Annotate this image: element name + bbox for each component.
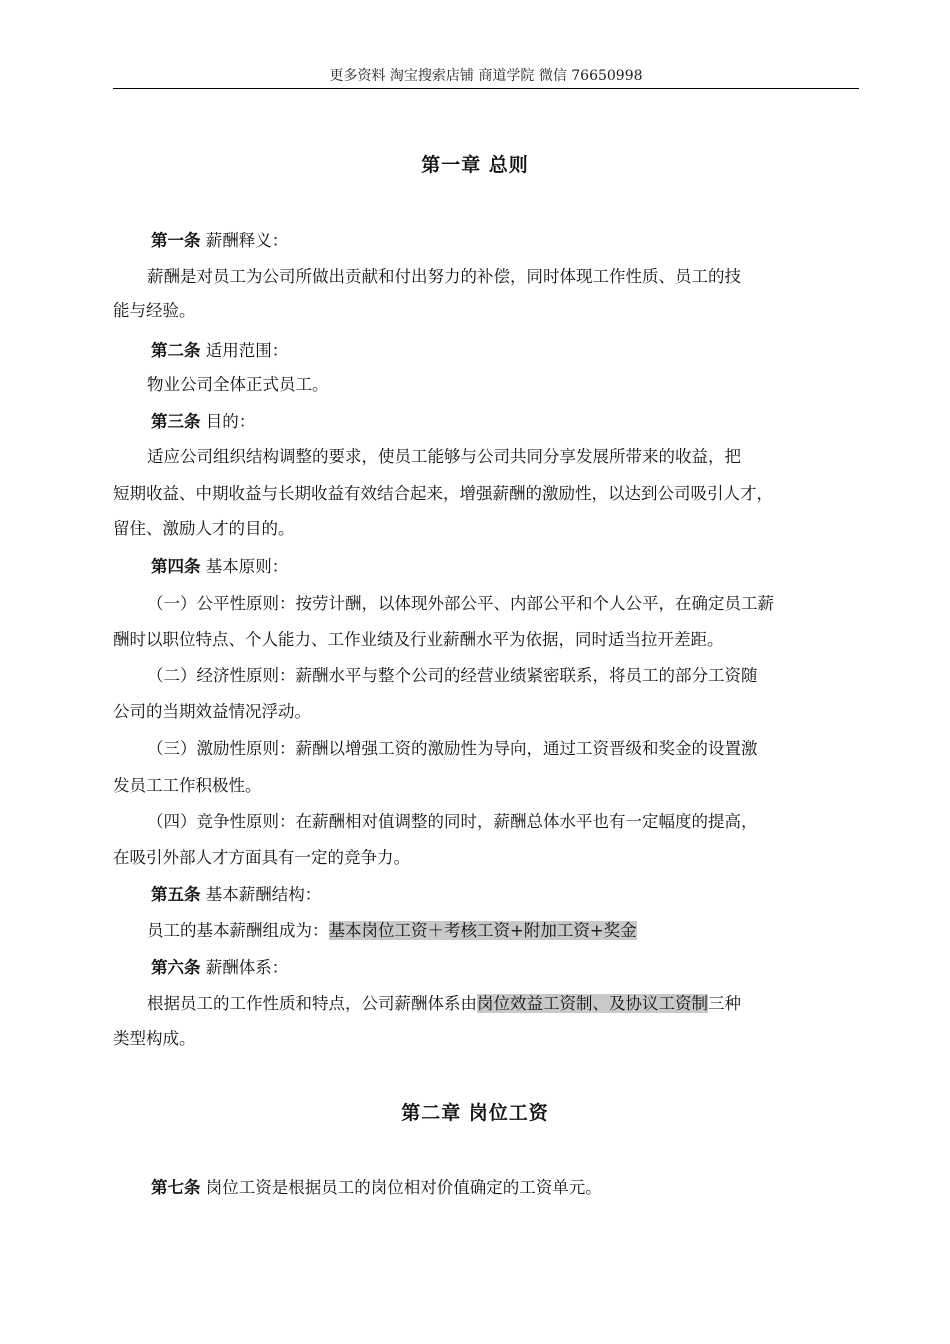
article-7-label: 第七条 [151, 1178, 201, 1197]
article-4-heading [113, 555, 891, 579]
article-1-text-line-2: 能与经验。 [113, 301, 196, 320]
page-header: 更多资料 淘宝搜索店铺 商道学院 微信 76650998 [113, 66, 859, 89]
article-6-suffix: 三种 [708, 994, 741, 1013]
article-2-heading [113, 339, 891, 363]
article-1-heading [113, 229, 891, 253]
article-6-text-line-1 [113, 992, 887, 1016]
article-5-label: 第五条 [151, 885, 201, 904]
article-7-text: 岗位工资是根据员工的岗位相对价值确定的工资单元。 [200, 1178, 602, 1197]
article-5-highlight: 基本岗位工资＋考核工资+附加工资+奖金 [328, 921, 637, 940]
article-6-text-line-2: 类型构成。 [113, 1029, 196, 1048]
article-1-title: 薪酬释义： [200, 231, 289, 250]
article-4-item-3-line-2: 发员工工作积极性。 [113, 776, 262, 795]
article-6-prefix: 根据员工的工作性质和特点，公司薪酬体系由 [147, 994, 477, 1013]
article-5-heading [113, 883, 891, 907]
article-3-title: 目的： [200, 412, 256, 431]
article-6-title: 薪酬体系： [200, 958, 289, 977]
article-1-text-line-1: 薪酬是对员工为公司所做出贡献和付出努力的补偿，同时体现工作性质、员工的技 [147, 267, 741, 286]
article-4-item-2-line-1: （二）经济性原则：薪酬水平与整个公司的经营业绩紧密联系，将员工的部分工资随 [147, 666, 758, 685]
article-5-prefix: 员工的基本薪酬组成为： [147, 921, 329, 940]
article-4-item-1-line-1: （一）公平性原则：按劳计酬，以体现外部公平、内部公平和个人公平，在确定员工薪 [147, 594, 774, 613]
article-6-highlight: 岗位效益工资制、及协议工资制 [477, 994, 708, 1013]
article-3-text-line-1: 适应公司组织结构调整的要求，使员工能够与公司共同分享发展所带来的收益，把 [147, 447, 741, 466]
chapter-1-title: 第一章 总则 [421, 154, 529, 176]
article-1-label: 第一条 [151, 231, 201, 250]
article-4-item-4-line-1: （四）竞争性原则：在薪酬相对值调整的同时，薪酬总体水平也有一定幅度的提高， [147, 812, 758, 831]
article-5-title: 基本薪酬结构： [200, 885, 322, 904]
article-6-label: 第六条 [151, 958, 201, 977]
article-7-heading [113, 1176, 891, 1200]
article-4-label: 第四条 [151, 557, 201, 576]
article-4-item-2-line-2: 公司的当期效益情况浮动。 [113, 702, 311, 721]
article-3-label: 第三条 [151, 412, 201, 431]
article-3-text-line-2: 短期收益、中期收益与长期收益有效结合起来，增强薪酬的激励性，以达到公司吸引人才， [113, 484, 773, 503]
chapter-2-title: 第二章 岗位工资 [401, 1102, 549, 1124]
article-2-text-line-1: 物业公司全体正式员工。 [147, 375, 329, 394]
article-3-text-line-3: 留住、激励人才的目的。 [113, 519, 295, 538]
article-6-heading [113, 956, 891, 980]
article-4-item-4-line-2: 在吸引外部人才方面具有一定的竞争力。 [113, 848, 410, 867]
article-4-item-3-line-1: （三）激励性原则：薪酬以增强工资的激励性为导向，通过工资晋级和奖金的设置激 [147, 739, 758, 758]
article-2-label: 第二条 [151, 341, 201, 360]
article-2-title: 适用范围： [200, 341, 289, 360]
article-4-item-1-line-2: 酬时以职位特点、个人能力、工作业绩及行业薪酬水平为依据，同时适当拉开差距。 [113, 630, 724, 649]
article-5-text-line-1 [113, 919, 887, 943]
article-4-title: 基本原则： [200, 557, 289, 576]
article-3-heading [113, 410, 891, 434]
